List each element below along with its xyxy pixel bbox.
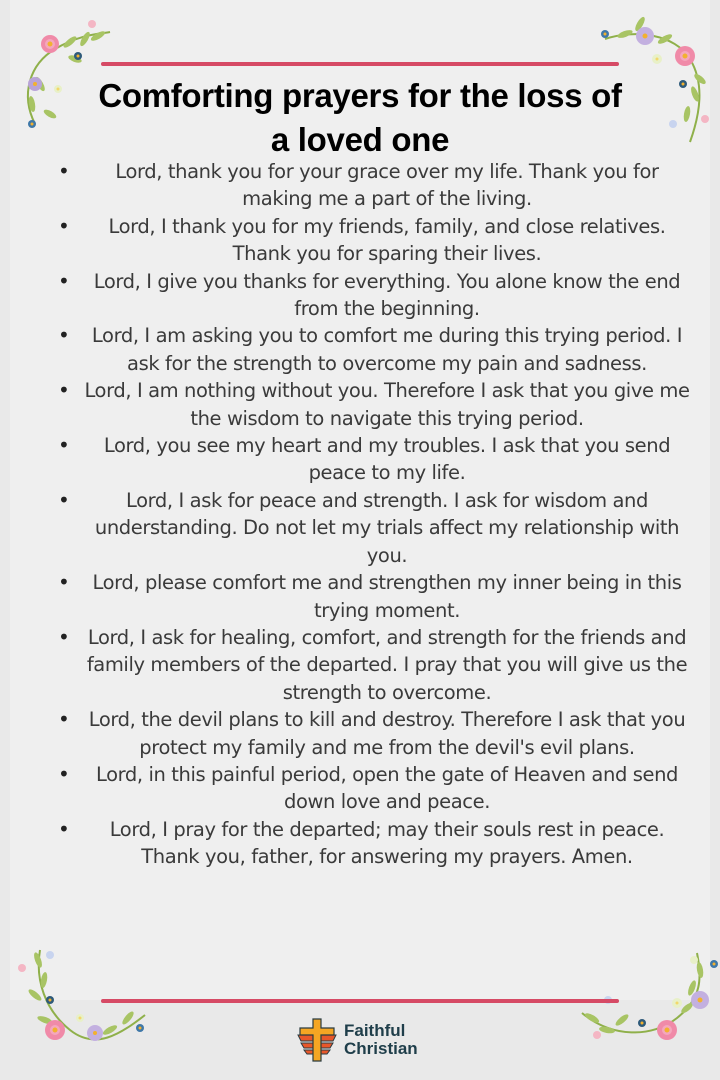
prayer-item xyxy=(58,213,694,268)
prayer-item xyxy=(58,377,694,432)
floral-corner-bottom-right-icon xyxy=(572,948,720,1058)
prayer-text: Lord, I pray for the departed; may their souls rest in peace. Thank you, father, for answering my prayers. Amen. xyxy=(109,817,665,869)
cross-with-wings-icon xyxy=(296,1017,338,1063)
top-divider xyxy=(101,62,619,66)
bullet-icon: • xyxy=(58,707,70,732)
bullet-icon: • xyxy=(58,433,70,458)
prayer-item xyxy=(58,268,694,323)
prayer-text: Lord, the devil plans to kill and destroy. Therefore I ask that you protect my family and me from the devil's evil plans. xyxy=(88,708,686,759)
prayer-item xyxy=(58,706,694,761)
bullet-icon: • xyxy=(58,213,70,238)
bullet-icon: • xyxy=(58,268,70,293)
prayer-item xyxy=(58,322,694,377)
brand-line-1: Faithful xyxy=(344,1021,406,1040)
bullet-icon: • xyxy=(58,816,70,841)
prayer-text: Lord, you see my heart and my troubles. I ask that you send peace to my life. xyxy=(103,434,671,485)
title-line-2: a loved one xyxy=(270,121,450,158)
prayer-item xyxy=(58,158,694,213)
bullet-icon: • xyxy=(58,378,70,403)
floral-corner-bottom-left-icon xyxy=(10,940,155,1055)
prayer-item xyxy=(58,816,694,871)
prayer-list xyxy=(58,158,694,871)
brand-name xyxy=(344,1022,418,1058)
title-line-1: Comforting prayers for the loss of xyxy=(98,77,622,114)
prayer-item xyxy=(58,487,694,569)
bullet-icon: • xyxy=(58,487,70,512)
bullet-icon: • xyxy=(58,624,70,649)
prayer-item xyxy=(58,569,694,624)
bullet-icon: • xyxy=(58,323,70,348)
bottom-divider xyxy=(101,999,619,1003)
prayer-text: Lord, I ask for healing, comfort, and strength for the friends and family members of the departed. I pray that you will give us the strength to overcome. xyxy=(86,625,688,704)
prayer-text: Lord, please comfort me and strengthen my inner being in this trying moment. xyxy=(92,571,682,622)
prayer-text: Lord, I am asking you to comfort me during this trying period. I ask for the strength to overcome my pain and sadness. xyxy=(91,324,683,375)
page-title xyxy=(40,74,680,162)
bullet-icon: • xyxy=(58,159,70,183)
prayer-text: Lord, I ask for peace and strength. I ask for wisdom and understanding. Do not let my trials affect my relationship with you. xyxy=(94,488,680,567)
brand-line-2: Christian xyxy=(344,1039,418,1058)
prayer-text: Lord, I give you thanks for everything. You alone know the end from the beginning. xyxy=(93,269,681,321)
prayer-item xyxy=(58,432,694,487)
bullet-icon: • xyxy=(58,761,70,786)
prayer-text: Lord, I thank you for my friends, family, and close relatives. Thank you for sparing their lives. xyxy=(108,214,666,266)
brand-logo xyxy=(296,1017,418,1063)
bullet-icon: • xyxy=(58,570,70,595)
prayer-text: Lord, thank you for your grace over my life. Thank you for making me a part of the living. xyxy=(115,160,659,211)
prayer-text: Lord, I am nothing without you. Therefore I ask that you give me the wisdom to navigate this trying period. xyxy=(84,379,690,430)
prayer-item xyxy=(58,624,694,706)
prayer-text: Lord, in this painful period, open the gate of Heaven and send down love and peace. xyxy=(95,762,679,814)
prayer-item xyxy=(58,761,694,816)
